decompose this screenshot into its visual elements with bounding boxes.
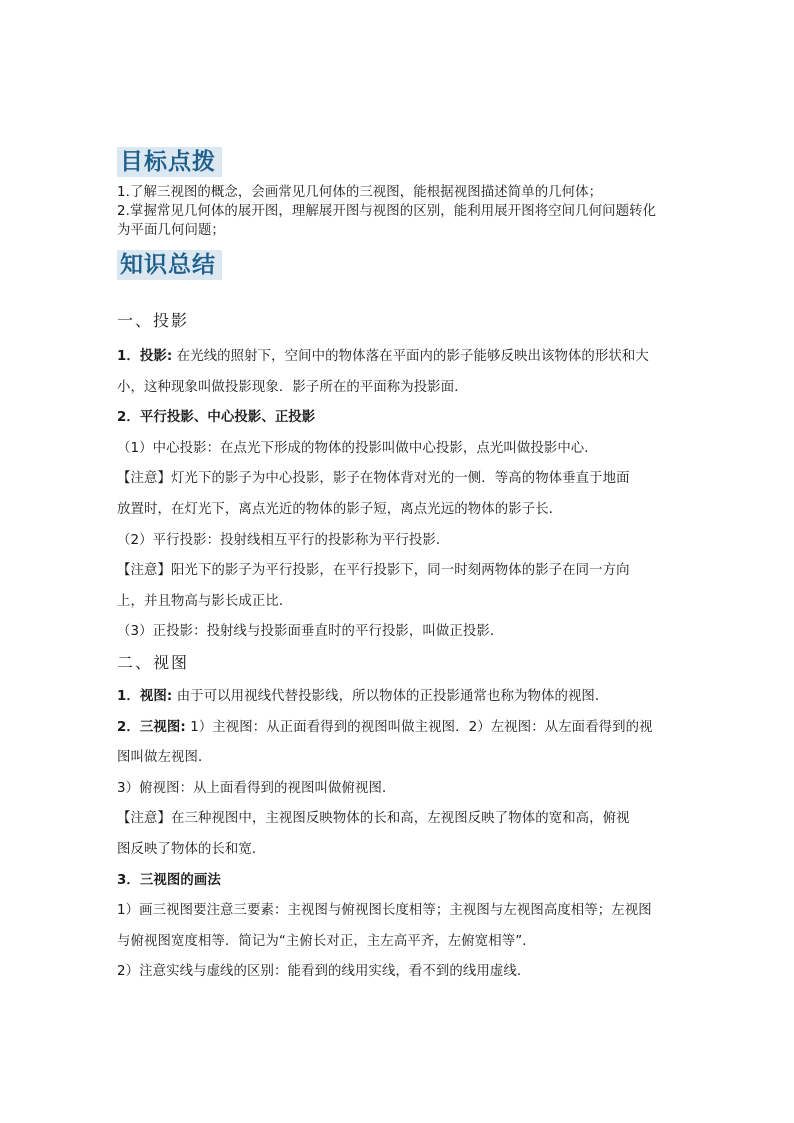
spacer (117, 332, 685, 342)
draw-rule-1-line2: 与俯视图宽度相等．简记为“主俯长对正，主左高平齐，左俯宽相等”． (117, 933, 536, 949)
goal-line-2b: 为平面几何问题； (117, 223, 225, 238)
draw-rule-2: 2）注意实线与虚线的区别：能看到的线用实线，看不到的线用虚线． (117, 964, 531, 980)
projection-heading: 一、投影 (117, 311, 190, 330)
note-3-line1: 在三种视图中，主视图反映物体的长和高，左视图反映了物体的宽和高，俯视 (170, 811, 630, 827)
note-1-line1: 灯光下的影子为中心投影，影子在物体背对光的一侧．等高的物体垂直于地面 (170, 471, 630, 487)
three-views-label: 2．三视图: (117, 719, 186, 735)
orthographic-projection: （3）正投影：投射线与投影面垂直时的平行投影，叫做正投影． (117, 624, 504, 640)
projection-types-heading: 2．平行投影、中心投影、正投影 (117, 410, 316, 426)
spacer (117, 674, 685, 682)
note-2-line2: 上，并且物高与影长成正比． (117, 593, 293, 609)
views-heading: 二、视图 (117, 652, 190, 672)
three-views-line1: 1）主视图：从正面看得到的视图叫做主视图．2）左视图：从左面看得到的视 (185, 719, 653, 735)
view-label: 1．视图: (117, 688, 173, 704)
three-views (117, 713, 685, 744)
note-2 (117, 556, 685, 587)
note-3 (117, 804, 685, 835)
note-1 (117, 464, 685, 495)
note-3-line2: 图反映了物体的长和宽． (117, 841, 266, 857)
goal-line-2a: 2.掌握常见几何体的展开图，理解展开图与视图的区别，能利用展开图将空间几何问题转化 (117, 204, 657, 219)
note-2-line1: 阳光下的影子为平行投影，在平行投影下，同一时刻两物体的影子在同一方向 (170, 563, 630, 579)
central-projection: （1）中心投影：在点光下形成的物体的投影叫做中心投影，点光叫做投影中心． (117, 440, 598, 456)
projection-def-line1: 在光线的照射下，空间中的物体落在平面内的影子能够反映出该物体的形状和大 (172, 349, 649, 364)
goals-title: 目标点拨 (117, 147, 222, 177)
projection-def-label: 1．投影: (117, 349, 173, 364)
drawing-heading: 3．三视图的画法 (117, 872, 221, 888)
view-definition (117, 682, 685, 713)
three-views-line2: 图叫做左视图． (117, 750, 212, 766)
projection-def-line2: 小，这种现象叫做投影现象．影子所在的平面称为投影面． (117, 379, 468, 395)
goal-line-1: 1.了解三视图的概念，会画常见几何体的三视图，能根据视图描述简单的几何体； (117, 185, 603, 200)
spacer (117, 280, 685, 310)
projection-definition (117, 342, 685, 373)
draw-rule-1-line1: 1）画三视图要注意三要素：主视图与俯视图长度相等；主视图与左视图高度相等；左视图 (117, 903, 652, 919)
document-content (117, 145, 685, 988)
note-3-label: 【注意】 (117, 811, 171, 827)
parallel-projection: （2）平行投影：投射线相互平行的投影称为平行投影． (117, 532, 450, 548)
note-2-label: 【注意】 (117, 563, 171, 579)
top-view: 3）俯视图：从上面看得到的视图叫做俯视图． (117, 780, 396, 796)
note-1-line2: 放置时，在灯光下，离点光近的物体的影子短，离点光远的物体的影子长． (117, 501, 563, 517)
note-1-label: 【注意】 (117, 471, 171, 487)
view-text: 由于可以用视线代替投影线，所以物体的正投影通常也称为物体的视图． (172, 688, 609, 704)
summary-title: 知识总结 (117, 250, 222, 280)
